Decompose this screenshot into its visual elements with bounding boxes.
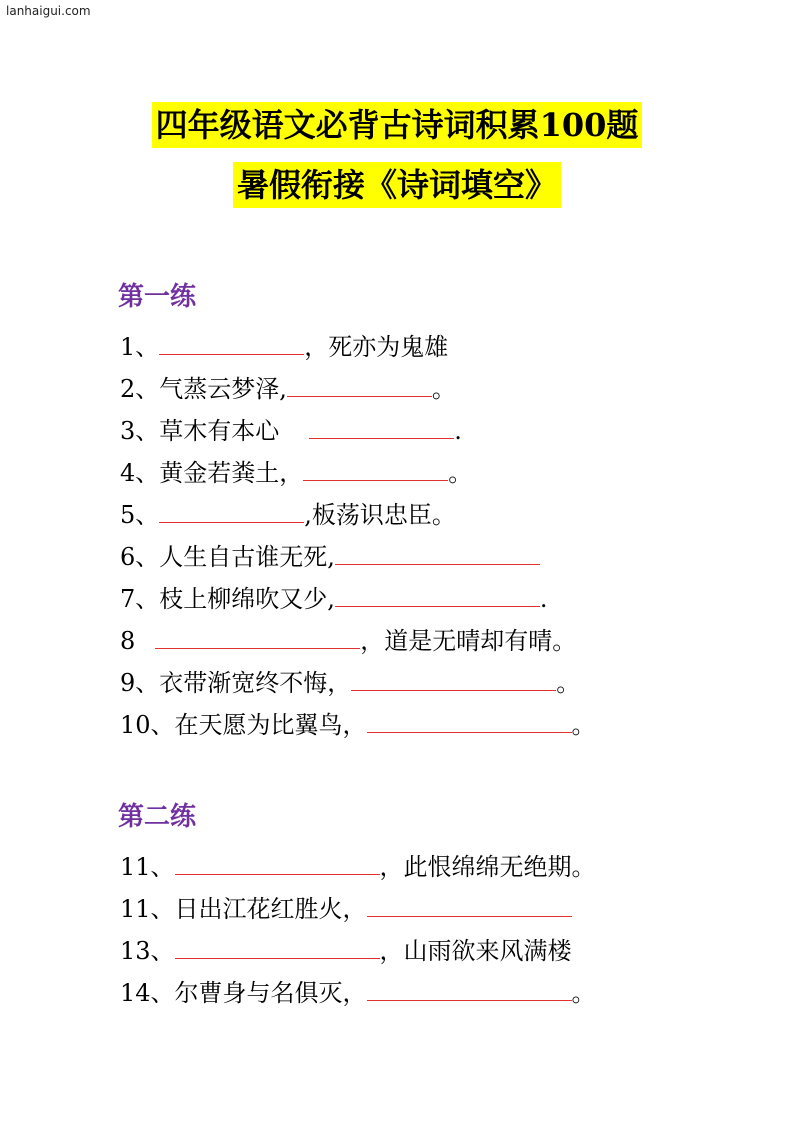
question-5	[120, 498, 456, 531]
question-text-before: 尔曹身与名俱灭，	[174, 979, 367, 1007]
question-number: 6、	[120, 543, 160, 571]
title-text-1: 四年级语文必背古诗词积累100题	[152, 102, 643, 148]
answer-blank[interactable]	[309, 414, 454, 439]
question-number: 3、	[120, 417, 160, 445]
question-text-before: 在天愿为比翼鸟，	[174, 711, 367, 739]
answer-blank[interactable]	[175, 850, 380, 875]
question-text-after: ,板荡识忠臣。	[304, 501, 456, 529]
question-13	[120, 934, 572, 967]
question-text-after: ，山雨欲来风满楼	[379, 937, 572, 965]
question-2	[120, 372, 456, 405]
answer-blank[interactable]	[303, 456, 448, 481]
watermark: lanhaigui.com	[6, 4, 91, 18]
answer-blank[interactable]	[159, 330, 304, 355]
question-number: 7、	[120, 585, 160, 613]
question-text-after: ，此恨绵绵无绝期。	[379, 853, 596, 881]
title-line-2	[0, 162, 794, 208]
question-text-after: 。	[556, 669, 581, 697]
question-number: 5、	[120, 501, 160, 529]
question-1	[120, 330, 448, 363]
question-number: 11、	[120, 895, 175, 923]
question-12	[120, 892, 572, 925]
question-11	[120, 850, 596, 883]
answer-blank[interactable]	[159, 498, 304, 523]
question-number: 9、	[120, 669, 160, 697]
answer-blank[interactable]	[335, 582, 540, 607]
question-number: 14、	[120, 979, 175, 1007]
question-3	[120, 414, 462, 447]
question-number: 2、	[120, 375, 160, 403]
question-text-after: 。	[448, 459, 473, 487]
question-4	[120, 456, 472, 489]
question-10	[120, 708, 596, 741]
question-text-before: 枝上柳绵吹又少,	[159, 585, 335, 613]
answer-blank[interactable]	[335, 540, 540, 565]
question-text-after: 。	[431, 375, 456, 403]
question-number: 13、	[120, 937, 175, 965]
question-text-after: ，死亦为鬼雄	[304, 333, 449, 361]
question-8	[120, 624, 576, 657]
question-9	[120, 666, 580, 699]
question-number: 8	[120, 627, 136, 655]
question-6	[120, 540, 540, 573]
question-text-after: 。	[571, 979, 596, 1007]
section-heading-1: 第一练	[118, 282, 197, 312]
question-number: 10、	[120, 711, 175, 739]
question-text-before: 气蒸云梦泽,	[159, 375, 287, 403]
question-7	[120, 582, 548, 615]
question-text-after: ，道是无晴却有晴。	[360, 627, 577, 655]
question-text-after: .	[454, 417, 462, 445]
answer-blank[interactable]	[367, 976, 572, 1001]
answer-blank[interactable]	[287, 372, 432, 397]
question-text-before: 日出江花红胜火，	[174, 895, 367, 923]
question-text-before: 人生自古谁无死,	[159, 543, 335, 571]
question-text-before: 黄金若粪土，	[159, 459, 304, 487]
question-number: 4、	[120, 459, 160, 487]
answer-blank[interactable]	[175, 934, 380, 959]
answer-blank[interactable]	[351, 666, 556, 691]
question-number: 11、	[120, 853, 175, 881]
section-heading-2: 第二练	[118, 802, 197, 832]
question-text-after: 。	[571, 711, 596, 739]
question-text-after: .	[539, 585, 548, 613]
question-text-before: 草木有本心	[159, 417, 280, 445]
answer-blank[interactable]	[155, 624, 360, 649]
title-text-2: 暑假衔接《诗词填空》	[233, 162, 561, 208]
question-number: 1、	[120, 333, 160, 361]
question-14	[120, 976, 596, 1009]
answer-blank[interactable]	[367, 708, 572, 733]
answer-blank[interactable]	[367, 892, 572, 917]
title-line-1	[0, 102, 794, 148]
question-text-before: 衣带渐宽终不悔，	[159, 669, 352, 697]
